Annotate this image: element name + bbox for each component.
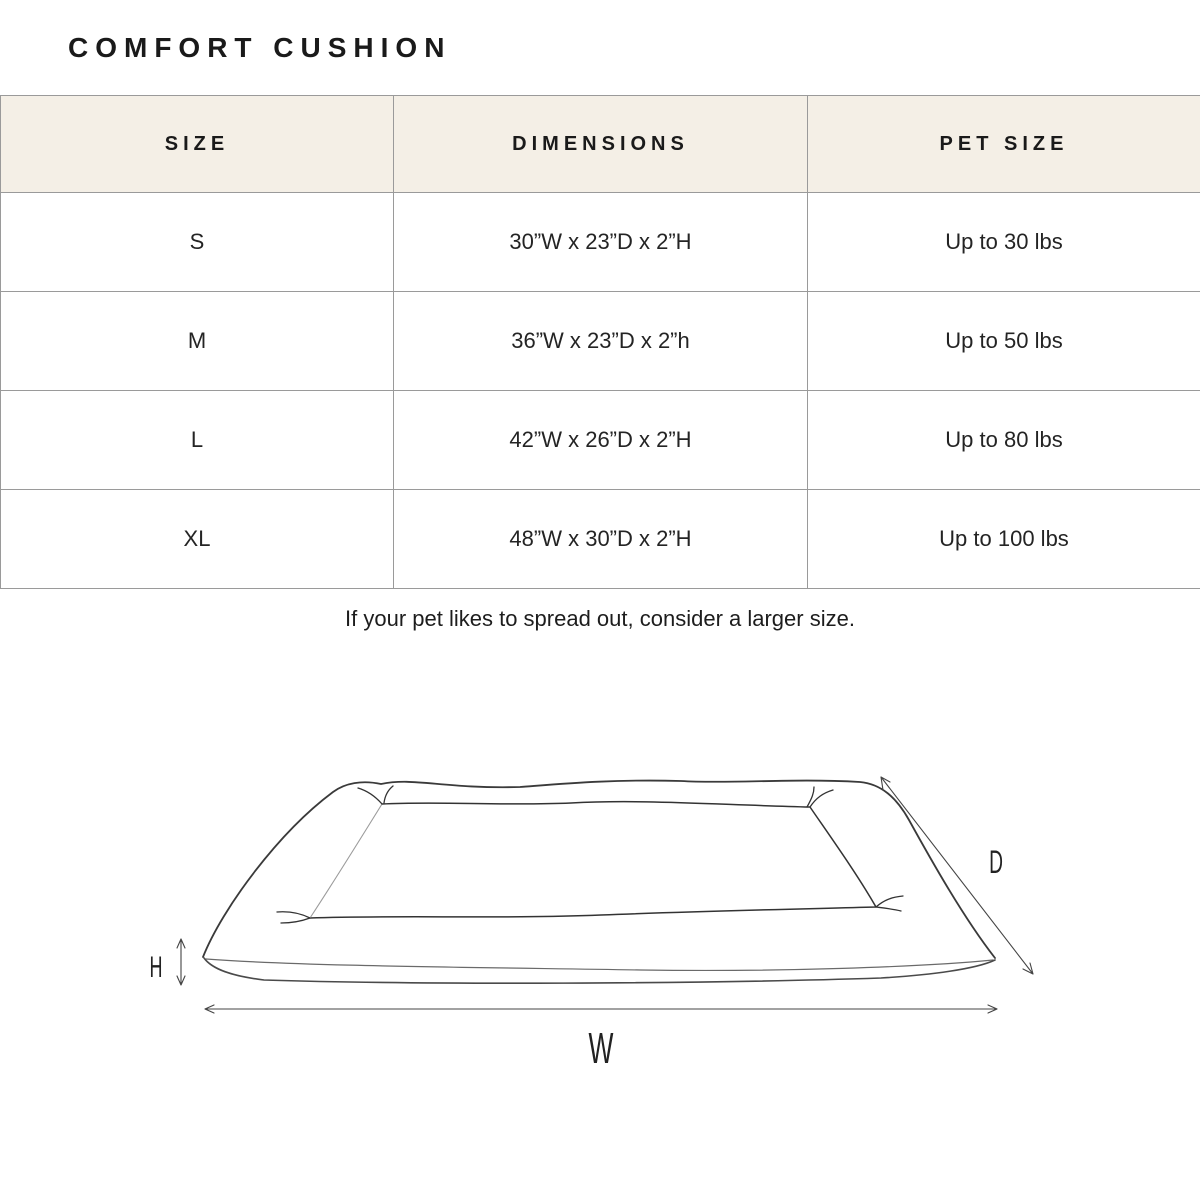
cushion-front-edge <box>206 959 993 970</box>
size-cell: S <box>1 193 394 292</box>
cushion-inner-outline <box>310 802 876 918</box>
width-arrow <box>205 1005 997 1013</box>
size-chart-table <box>0 95 1200 589</box>
table-row <box>1 292 1200 391</box>
page-title: COMFORT CUSHION <box>68 32 451 64</box>
sizing-note: If your pet likes to spread out, consider a larger size. <box>0 589 1200 649</box>
depth-arrow <box>881 777 1033 974</box>
column-header-dimensions: DIMENSIONS <box>394 96 808 193</box>
column-header-size: SIZE <box>1 96 394 193</box>
pet-size-cell: Up to 50 lbs <box>808 292 1200 391</box>
title-bar <box>0 0 1200 95</box>
width-label-group <box>589 1023 614 1073</box>
size-cell: M <box>1 292 394 391</box>
dimensions-cell: 48”W x 30”D x 2”H <box>394 490 808 589</box>
height-label: H <box>150 952 163 985</box>
pet-size-cell: Up to 100 lbs <box>808 490 1200 589</box>
cushion-outer-outline <box>203 781 995 958</box>
cushion-bottom-edge <box>204 958 995 983</box>
table-row <box>1 193 1200 292</box>
header-row <box>1 96 1200 193</box>
dimensions-cell: 42”W x 26”D x 2”H <box>394 391 808 490</box>
pet-size-cell: Up to 80 lbs <box>808 391 1200 490</box>
dimensions-cell: 30”W x 23”D x 2”H <box>394 193 808 292</box>
height-label-group <box>150 952 163 985</box>
height-arrow <box>177 939 185 985</box>
column-header-pet-size: PET SIZE <box>808 96 1200 193</box>
size-cell: XL <box>1 490 394 589</box>
cushion-diagram <box>0 649 1200 1201</box>
table-row <box>1 391 1200 490</box>
width-label: W <box>589 1023 614 1073</box>
size-cell: L <box>1 391 394 490</box>
depth-label: D <box>989 844 1003 880</box>
pet-size-cell: Up to 30 lbs <box>808 193 1200 292</box>
cushion-inner-left-edge <box>310 804 382 918</box>
cushion-sketch-svg <box>0 649 1200 1201</box>
depth-label-group <box>989 844 1003 880</box>
dimensions-cell: 36”W x 23”D x 2”h <box>394 292 808 391</box>
table-row <box>1 490 1200 589</box>
